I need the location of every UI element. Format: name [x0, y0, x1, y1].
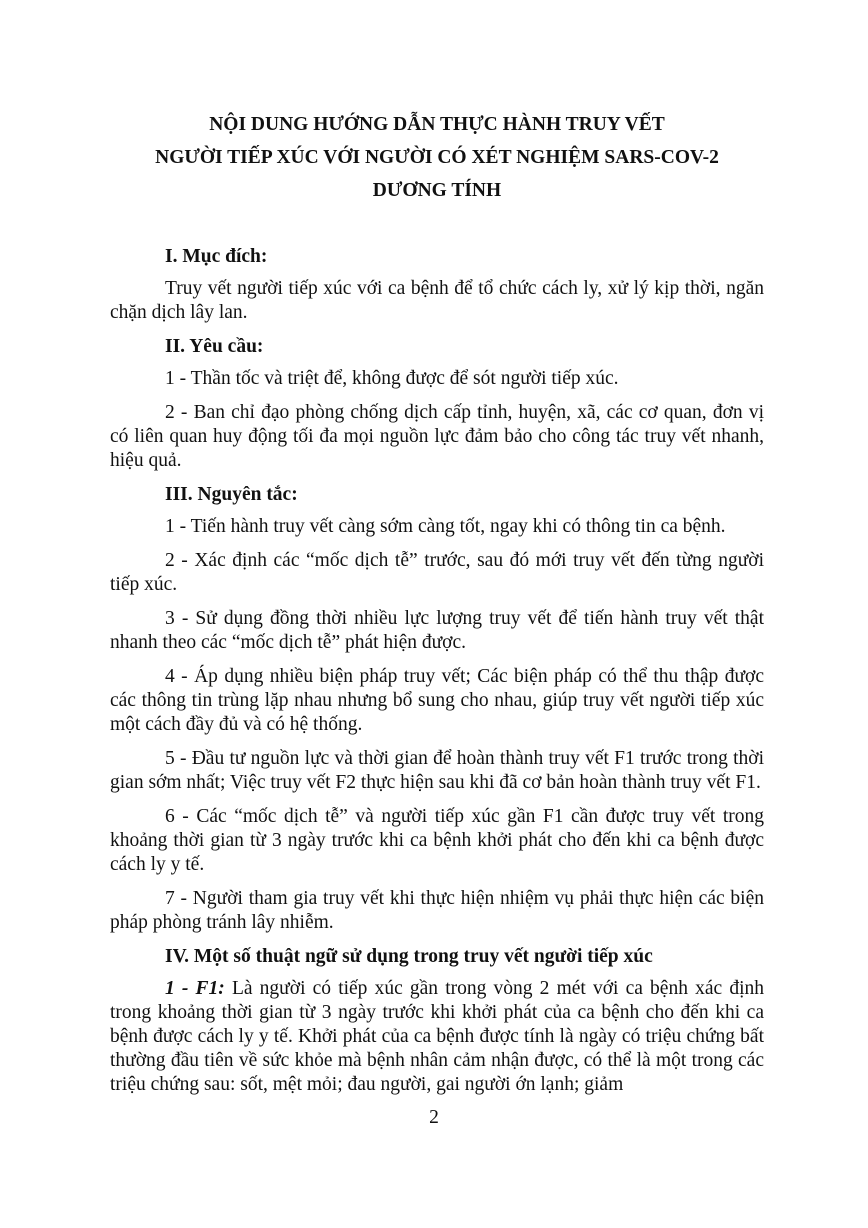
document-page	[110, 108, 764, 1107]
document-title	[110, 108, 764, 207]
principle-item-4: 4 - Áp dụng nhiều biện pháp truy vết; Các biện pháp có thể thu thập được các thông tin trùng lặp nhau nhưng bổ sung cho nhau, giúp truy vết người tiếp xúc một cách đầy đủ và có hệ thống.	[110, 666, 764, 735]
principle-item-6: 6 - Các “mốc dịch tễ” và người tiếp xúc gần F1 cần được truy vết trong khoảng thời gian từ 3 ngày trước khi ca bệnh khởi phát cho đến khi ca bệnh được cách ly y tế.	[110, 806, 764, 875]
section-heading-terms: IV. Một số thuật ngữ sử dụng trong truy vết người tiếp xúc	[165, 946, 653, 967]
section-heading-principles: III. Nguyên tắc:	[165, 484, 298, 505]
term-f1-text: Là người có tiếp xúc gần trong vòng 2 mét với ca bệnh xác định trong khoảng thời gian từ 3 ngày trước khi khởi phát của ca bệnh cho đến khi ca bệnh được cách ly y tế. Khởi phát của ca bệnh được tính là ngày có triệu chứng bất thường đầu tiên về sức khỏe mà bệnh nhân cảm nhận được, có thể là một trong các triệu chứng sau: sốt, mệt mỏi; đau người, gai người ớn lạnh; giảm	[110, 978, 764, 1095]
principle-item-2: 2 - Xác định các “mốc dịch tễ” trước, sau đó mới truy vết đến từng người tiếp xúc.	[110, 550, 764, 595]
term-f1-label: 1 - F1:	[165, 978, 225, 999]
purpose-paragraph: Truy vết người tiếp xúc với ca bệnh để tổ chức cách ly, xử lý kịp thời, ngăn chặn dịch lây lan.	[110, 278, 764, 323]
page-number: 2	[429, 1107, 439, 1128]
principle-item-3: 3 - Sử dụng đồng thời nhiều lực lượng truy vết để tiến hành truy vết thật nhanh theo các “mốc dịch tễ” phát hiện được.	[110, 608, 764, 653]
section-heading-purpose: I. Mục đích:	[165, 246, 268, 267]
title-line-2: NGƯỜI TIẾP XÚC VỚI NGƯỜI CÓ XÉT NGHIỆM SARS-COV-2	[155, 147, 719, 168]
principle-item-7: 7 - Người tham gia truy vết khi thực hiện nhiệm vụ phải thực hiện các biện pháp phòng tránh lây nhiễm.	[110, 888, 764, 933]
term-f1-paragraph	[110, 977, 764, 1097]
principle-item-1: 1 - Tiến hành truy vết càng sớm càng tốt, ngay khi có thông tin ca bệnh.	[165, 516, 726, 537]
requirement-item-2: 2 - Ban chỉ đạo phòng chống dịch cấp tỉnh, huyện, xã, các cơ quan, đơn vị có liên quan huy động tối đa mọi nguồn lực đảm bảo cho công tác truy vết nhanh, hiệu quả.	[110, 402, 764, 471]
principle-item-5: 5 - Đầu tư nguồn lực và thời gian để hoàn thành truy vết F1 trước trong thời gian sớm nhất; Việc truy vết F2 thực hiện sau khi đã cơ bản hoàn thành truy vết F1.	[110, 748, 764, 793]
title-line-1: NỘI DUNG HƯỚNG DẪN THỰC HÀNH TRUY VẾT	[209, 114, 665, 135]
requirement-item-1: 1 - Thần tốc và triệt để, không được để sót người tiếp xúc.	[165, 368, 619, 389]
title-line-3: DƯƠNG TÍNH	[372, 180, 502, 201]
section-heading-requirements: II. Yêu cầu:	[165, 336, 264, 357]
